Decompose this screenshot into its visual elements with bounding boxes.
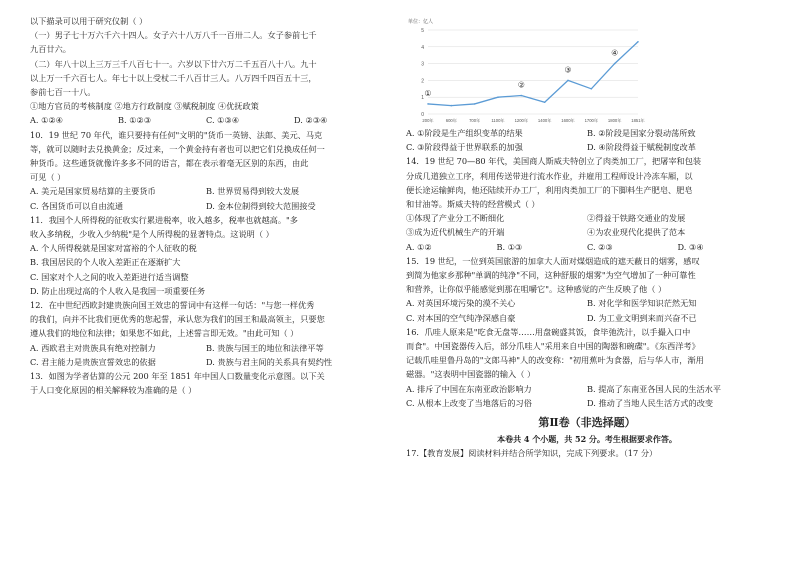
q14-option-4: ④为农业现代化提供了范本 bbox=[587, 227, 686, 238]
q10-line-2: 等，就可以随时去兑换黄金；反过来，一个黄金持有者也可以把它们兑换成任何一 bbox=[30, 143, 325, 154]
chart-data-point bbox=[521, 95, 523, 97]
q12-choices-row-2 bbox=[30, 355, 382, 369]
q13-choice-d[interactable]: D. ④阶段得益于赋税制度改革 bbox=[587, 142, 696, 153]
q11-choice-d[interactable]: D. 防止出现过高的个人收入是我国一项重要任务 bbox=[30, 285, 206, 296]
chart-x-tick-label: 1200年 bbox=[514, 118, 529, 123]
q9-line-4: （二）年八十以上三万三千八百七十一。六岁以下廿六万二千五百八十八。九十 bbox=[30, 58, 317, 69]
chart-y-label: 单位：亿人 bbox=[408, 19, 434, 25]
chart-data-point bbox=[544, 101, 546, 103]
chart-data-point bbox=[637, 41, 639, 43]
q14-options-row-2 bbox=[406, 225, 768, 239]
q11-choice-c[interactable]: C. 国家对个人之间的收入差距进行适当调整 bbox=[30, 271, 189, 282]
q11-line-1: 11．我国个人所得税的征收实行累进税率，收入越多，税率也就越高。"多 bbox=[30, 214, 298, 225]
q9-line-3: 九百廿六。 bbox=[30, 44, 71, 55]
chart-x-tick-label: 1700年 bbox=[584, 118, 599, 123]
q14-line-3: 便长途运输鲜肉，他还陆续开办工厂，利用肉类加工厂的下脚料生产肥皂、肥皂 bbox=[406, 184, 693, 195]
q16-choices-row-2 bbox=[406, 396, 768, 410]
q15-choices-row-1 bbox=[406, 296, 768, 310]
q14-option-3: ③成为近代机械生产的开端 bbox=[406, 227, 505, 238]
chart-y-tick-label: 4 bbox=[421, 44, 424, 51]
chart-y-tick-label: 1 bbox=[421, 95, 424, 102]
chart-y-tick-label: 3 bbox=[421, 61, 424, 68]
chart-data-point bbox=[497, 96, 499, 98]
q14-line-1: 14．19 世纪 70—80 年代，美国商人斯威夫特创立了肉类加工厂，把屠宰和包装 bbox=[406, 156, 702, 167]
q16-choice-b[interactable]: B. 提高了东南亚各国人民的生活水平 bbox=[587, 383, 722, 394]
q15-line-1: 15．19 世纪，一位到英国旅游的加拿大人面对煤烟造成的遮天蔽日的烟雾，感叹 bbox=[406, 255, 700, 266]
q9-choices bbox=[30, 113, 382, 127]
q9-line-2: （一）男子七十万六千六十四人。女子六十八万八千一百卅二人。女子参前七千 bbox=[30, 30, 317, 41]
q14-option-2: ②得益于铁路交通业的发展 bbox=[587, 213, 686, 224]
q14-choice-a[interactable]: A. ①② bbox=[406, 241, 432, 252]
section-title: 第Ⅱ卷（非选择题） bbox=[538, 416, 636, 430]
q16-choice-d[interactable]: D. 推动了当地人民生活方式的改变 bbox=[587, 397, 714, 408]
q12-choices-row-1 bbox=[30, 341, 382, 355]
q16-choice-a[interactable]: A. 排斥了中国在东南亚政治影响力 bbox=[406, 383, 532, 394]
q13-choices-row-2 bbox=[406, 140, 768, 154]
q14-line-4: 和甘油等。斯威夫特的经营模式（ ） bbox=[406, 199, 540, 210]
q9-line-6: 参前七百一十八。 bbox=[30, 87, 96, 98]
chart-series-line bbox=[428, 42, 638, 106]
chart-x-tick-label: 1400年 bbox=[537, 118, 552, 123]
q14-options-row-1 bbox=[406, 211, 768, 225]
chart-x-tick-label: 1851年 bbox=[631, 118, 645, 123]
q15-choice-a[interactable]: A. 对英国环境污染的漠不关心 bbox=[406, 298, 516, 309]
q10-choice-b[interactable]: B. 世界贸易得到较大发展 bbox=[206, 186, 300, 197]
q11-choice-b[interactable]: B. 我国居民的个人收入差距正在逐渐扩大 bbox=[30, 257, 181, 268]
q12-choice-c[interactable]: C. 君主能力是贵族宣誓效忠的依据 bbox=[30, 356, 156, 367]
q10-line-4: 可见（ ） bbox=[30, 172, 66, 183]
q10-line-1: 10．19 世纪 70 年代，谁只要持有任何"文明的"货币一英镑、法郎、美元、马克 bbox=[30, 129, 323, 140]
q15-line-2: 到简为他家乡那种"单调的纯净"不同，这种舒服的烟雾"为空气增加了一种可靠性 bbox=[406, 270, 696, 281]
q11-choice-a[interactable]: A. 个人所得税就是国家对富裕的个人征收的税 bbox=[30, 243, 197, 254]
chart-data-point bbox=[567, 80, 569, 82]
q10-choices-row-1 bbox=[30, 184, 382, 198]
chart-data-point bbox=[427, 103, 429, 105]
q12-line-3: 遵从我们的地位和法律；如果您不如此，上述誓言即无效。"由此可知（ ） bbox=[30, 328, 299, 339]
q9-options: ①地方官员的考核制度 ②地方行政制度 ③赋税制度 ④优抚政策 bbox=[30, 101, 259, 112]
left-column bbox=[30, 14, 382, 397]
q9-line-5: 以上万一千六百七人。年七十以上受杖二千八百廿三人。八万四千四百五十三， bbox=[30, 72, 317, 83]
chart-stage-marker: ③ bbox=[564, 65, 572, 75]
q16-choices-row-1 bbox=[406, 382, 768, 396]
q12-line-2: 的我们，向并不比我们更优秀的您起誓，承认您为我们的国王和最高领主，只要您 bbox=[30, 314, 325, 325]
chart-x-tick-label: 1100年 bbox=[491, 118, 505, 123]
q13-choice-c[interactable]: C. ③阶段得益于世界联系的加强 bbox=[406, 142, 523, 153]
q9-choice-a[interactable]: A. ①②④ bbox=[30, 115, 64, 126]
q15-choice-c[interactable]: C. 对本国的空气纯净深感自豪 bbox=[406, 312, 516, 323]
q13-line-2: 于人口变化原因的相关解释较为准确的是（ ） bbox=[30, 385, 197, 396]
q11-line-2: 收入多纳税，少收入少纳税"是个人所得税的显著特点。这说明（ ） bbox=[30, 229, 274, 240]
chart-data-point bbox=[614, 63, 616, 65]
q15-line-3: 和营养，让你似乎能感觉到那在咀嚼它"。这种感觉的产生反映了他（ ） bbox=[406, 284, 667, 295]
chart-stage-marker: ① bbox=[424, 88, 432, 98]
q16-line-1: 16．爪哇人原来是"吃食无盘等……用盘碗盛其饭，食毕弛洗汁，以手撮入口中 bbox=[406, 326, 691, 337]
chart-x-tick-label: 1600年 bbox=[561, 118, 575, 123]
q10-choice-c[interactable]: C. 各国货币可以自由流通 bbox=[30, 200, 124, 211]
q13-choice-b[interactable]: B. ②阶段是国家分裂动荡所致 bbox=[587, 128, 696, 138]
chart-y-tick-label: 2 bbox=[421, 78, 424, 85]
q17-line: 17.【教育发展】阅读材料并结合所学知识，完成下列要求。（17 分） bbox=[406, 448, 658, 459]
chart-stage-marker: ④ bbox=[611, 48, 619, 58]
q13-choices-row-1 bbox=[406, 126, 768, 140]
q9-choice-c[interactable]: C. ①③④ bbox=[206, 115, 240, 126]
chart-x-tick-label: 1800年 bbox=[607, 118, 622, 123]
q14-choices bbox=[406, 240, 768, 254]
q15-choice-b[interactable]: B. 对化学和医学知识茫然无知 bbox=[587, 298, 697, 309]
q9-choice-d[interactable]: D. ②③④ bbox=[294, 115, 328, 126]
right-column bbox=[406, 14, 768, 461]
q16-line-3: 记载爪哇里鲁丹岛的"文郎马神"人的改变称："初用蕉叶为食器，后与华人市，渐用 bbox=[406, 355, 704, 366]
q16-line-4: 磁器。"这表明中国瓷器的输入（ ） bbox=[406, 369, 536, 380]
population-chart bbox=[406, 14, 646, 126]
q15-choices-row-2 bbox=[406, 311, 768, 325]
q16-line-2: 而食"。中国瓷器传入后，部分爪哇人"采用来自中国的陶器和碗碟"。《东西洋考》 bbox=[406, 341, 700, 352]
q14-choice-b[interactable]: B. ①③ bbox=[496, 241, 523, 252]
q12-choice-d[interactable]: D. 贵族与君主间的关系具有契约性 bbox=[206, 356, 333, 367]
chart-y-tick-label: 5 bbox=[421, 28, 424, 34]
q10-choice-d[interactable]: D. 金本位制得到较大范围接受 bbox=[206, 200, 316, 211]
chart-data-point bbox=[591, 88, 593, 90]
chart-x-tick-label: 600年 bbox=[445, 118, 457, 123]
q10-choice-a[interactable]: A. 美元是国家贸易结算的主要货币 bbox=[30, 186, 156, 197]
q15-choice-d[interactable]: D. 为工业文明到来而兴奋不已 bbox=[587, 312, 697, 323]
q16-choice-c[interactable]: C. 从根本上改变了当地落后的习俗 bbox=[406, 397, 532, 408]
q14-choice-d[interactable]: D. ③④ bbox=[677, 241, 704, 252]
q10-line-3: 种货币。这些通货就像许多多不同的语言，都在表示着毫无区别的东西，由此 bbox=[30, 158, 309, 169]
chart-stage-marker: ② bbox=[517, 80, 525, 90]
q14-option-1: ①体现了产业分工不断细化 bbox=[406, 213, 505, 224]
q13-line-1: 13．如图为学者估算的公元 200 年至 1851 年中国人口数量变化示意图。以下关 bbox=[30, 371, 325, 382]
q9-line-1: 以下描录可以用于研究仪制（ ） bbox=[30, 16, 148, 26]
population-chart-svg bbox=[406, 14, 646, 126]
chart-x-tick-label: 700年 bbox=[469, 118, 481, 123]
q12-choice-a[interactable]: A. 西欧君主对贵族具有绝对控制力 bbox=[30, 342, 156, 353]
q9-choice-b[interactable]: B. ①②③ bbox=[118, 115, 152, 126]
q14-choice-c[interactable]: C. ②③ bbox=[587, 241, 613, 252]
q12-line-1: 12．在中世纪西欧封建贵族向国王效忠的誓词中有这样一句话："与您一样优秀 bbox=[30, 300, 315, 311]
chart-x-tick-label: 200年 bbox=[422, 118, 434, 123]
chart-data-point bbox=[451, 105, 453, 107]
q13-choice-a[interactable]: A. ①阶段是生产组织变革的结果 bbox=[406, 128, 523, 138]
q12-choice-b[interactable]: B. 贵族与国王的地位和法律平等 bbox=[206, 342, 324, 353]
chart-data-point bbox=[474, 103, 476, 105]
q10-choices-row-2 bbox=[30, 199, 382, 213]
section-note: 本卷共 4 个小题，共 52 分。考生根据要求作答。 bbox=[497, 434, 677, 445]
chart-y-tick-label: 0 bbox=[421, 112, 424, 118]
q14-line-2: 分成几道独立工序，利用传送带进行流水作业，并雇用工程师设计冷冻车厢，以 bbox=[406, 170, 693, 181]
